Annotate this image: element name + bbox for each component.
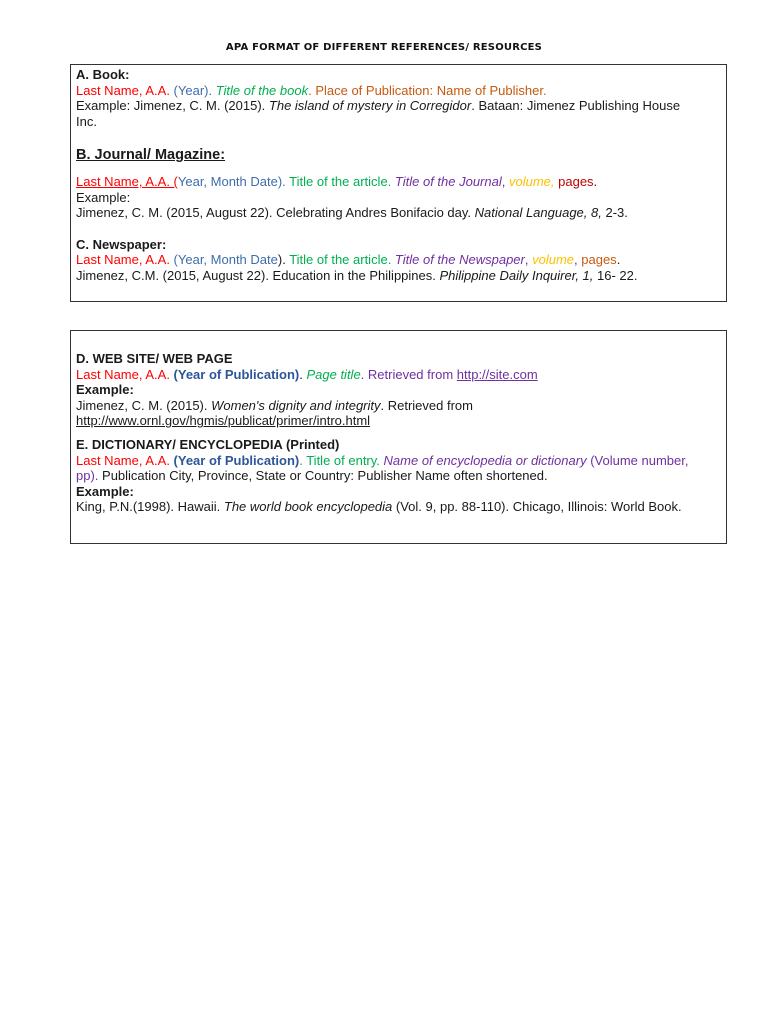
newspaper-format-pages: pages [581, 252, 617, 268]
newspaper-example-source: Philippine Daily Inquirer, 1, [439, 267, 594, 283]
book-format-place: . Place of Publication: Name of Publisher. [308, 82, 547, 98]
website-example-url-link[interactable]: http://www.ornl.gov/hgmis/publicat/primer/intro.html [76, 413, 371, 429]
references-box-2 [70, 330, 727, 544]
newspaper-format-comma-2: , [574, 252, 582, 268]
references-box-1 [70, 64, 727, 302]
journal-format-volume: volume, [508, 173, 559, 189]
document-title: APA FORMAT OF DIFFERENT REFERENCES/ RESOURCES [225, 42, 543, 53]
website-format-author: Last Name, A.A. [76, 366, 174, 382]
journal-example-pages: 2-3. [601, 205, 628, 221]
book-example-prefix: Example: Jimenez, C. M. (2015). [76, 98, 269, 114]
dictionary-format-line-2 [76, 468, 720, 484]
book-example-rest: . Bataan: Jimenez Publishing House [471, 98, 681, 114]
dictionary-example-rest: (Vol. 9, pp. 88-110). Chicago, Illinois: World Book. [392, 499, 682, 515]
book-format-line [76, 83, 720, 99]
journal-section [76, 148, 720, 220]
dictionary-format-rest: Publication City, Province, State or Country: Publisher Name often shortened. [98, 468, 548, 484]
website-example-url-line [76, 413, 720, 429]
dictionary-format-line [76, 453, 720, 469]
website-example-rest: . Retrieved from [380, 397, 473, 413]
book-section [76, 67, 720, 129]
newspaper-format-volume: volume [532, 252, 575, 268]
website-heading: D. WEB SITE/ WEB PAGE [76, 351, 233, 366]
journal-format-date: Year, Month Date). [177, 173, 290, 189]
book-example-rest-2: Inc. [76, 113, 97, 129]
website-section [76, 351, 720, 429]
journal-heading: B. Journal/ Magazine: [76, 147, 226, 164]
website-format-year: (Year of Publication) [173, 366, 300, 382]
newspaper-example-prefix: Jimenez, C.M. (2015, August 22). Education in the Philippines. [76, 267, 440, 283]
dictionary-example-work: The world book encyclopedia [223, 499, 393, 515]
newspaper-format-paren: ). [277, 252, 286, 268]
newspaper-format-line [76, 252, 720, 268]
journal-format-comma: , [501, 173, 509, 189]
newspaper-example-pages: 16- 22. [593, 267, 638, 283]
dictionary-format-work: Name of encyclopedia or dictionary [383, 452, 587, 468]
journal-example-line [76, 205, 720, 221]
newspaper-section [76, 237, 720, 284]
journal-example-prefix: Jimenez, C. M. (2015, August 22). Celebrating Andres Bonifacio day. [76, 205, 475, 221]
newspaper-format-paper: Title of the Newspaper [394, 252, 525, 268]
newspaper-format-comma: , [524, 252, 533, 268]
newspaper-format-author: Last Name, A.A. [76, 252, 174, 268]
newspaper-format-period: . [616, 252, 621, 268]
website-format-period: . [299, 366, 307, 382]
website-example-prefix: Jimenez, C. M. (2015). [76, 397, 212, 413]
dictionary-format-volume: (Volume number, [586, 452, 689, 468]
dictionary-heading: E. DICTIONARY/ ENCYCLOPEDIA (Printed) [76, 436, 340, 452]
book-heading: A. Book: [76, 67, 130, 82]
spacer [76, 429, 720, 437]
journal-format-title: Title of the article. [289, 173, 395, 189]
dictionary-example-label: Example: [76, 483, 134, 499]
journal-format-author: Last Name, A.A. ( [76, 173, 178, 189]
website-format-line [76, 367, 720, 383]
dictionary-format-author: Last Name, A.A. [76, 452, 174, 468]
spacer [76, 164, 720, 174]
spacer [76, 129, 720, 148]
journal-format-journal: Title of the Journal [394, 173, 502, 189]
spacer [76, 221, 720, 237]
journal-example-label: Example: [76, 189, 131, 205]
website-example-line [76, 398, 720, 414]
journal-format-period: . [593, 173, 598, 189]
book-format-year: (Year). [169, 82, 216, 98]
website-format-title: Page title [306, 366, 361, 382]
website-format-retrieved: . Retrieved from [360, 366, 457, 382]
dictionary-example-prefix: King, P.N.(1998). Hawaii. [76, 499, 224, 515]
journal-format-line [76, 174, 720, 190]
book-format-author: Last Name, A.A. [76, 82, 170, 98]
book-example-line [76, 98, 720, 114]
dictionary-format-year: (Year of Publication) [173, 452, 300, 468]
book-example-title: The island of mystery in Corregidor [268, 98, 472, 114]
website-example-label: Example: [76, 382, 134, 398]
book-format-title: Title of the book [215, 82, 309, 98]
dictionary-example-line [76, 499, 720, 515]
website-example-title: Women's dignity and integrity [211, 397, 381, 413]
newspaper-heading: C. Newspaper: [76, 236, 167, 252]
dictionary-format-entry: . Title of entry. [299, 452, 384, 468]
newspaper-format-title: Title of the article. [285, 252, 395, 268]
website-format-url-link[interactable]: http://site.com [456, 366, 538, 382]
newspaper-example-line [76, 268, 720, 284]
journal-example-source: National Language [474, 205, 584, 221]
journal-format-pages: pages [558, 173, 594, 189]
dictionary-section [76, 437, 720, 515]
dictionary-format-pp: pp). [76, 468, 99, 484]
journal-example-volume: , 8, [583, 205, 602, 221]
newspaper-format-date: (Year, Month Date [173, 252, 278, 268]
